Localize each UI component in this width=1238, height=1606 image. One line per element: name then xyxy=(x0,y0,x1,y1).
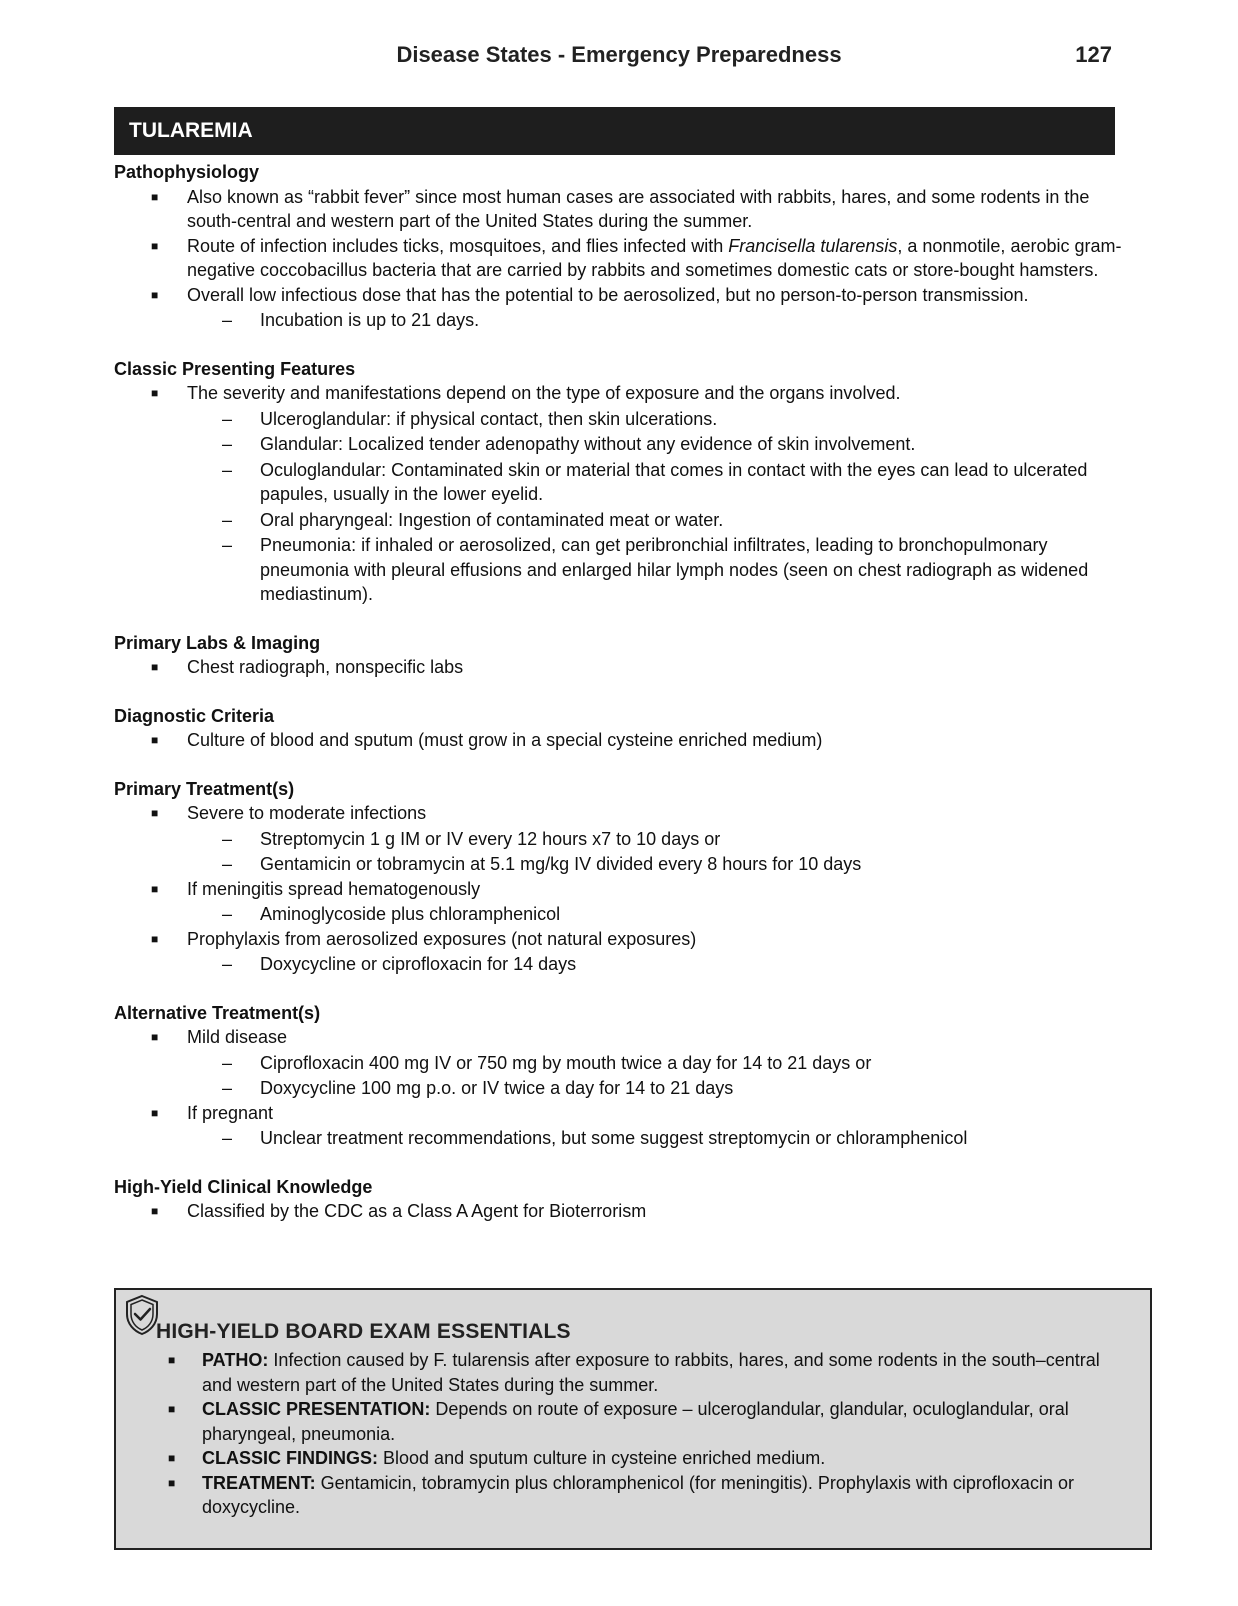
dash-bullet-icon: – xyxy=(222,904,233,924)
dash-bullet-icon: – xyxy=(222,408,233,429)
square-bullet-icon: ■ xyxy=(151,881,159,896)
section-heading: Primary Labs & Imaging xyxy=(114,632,321,653)
list-item-text: Severe to moderate infections xyxy=(187,803,427,823)
list-item xyxy=(151,1101,1124,1151)
main-content xyxy=(114,160,1124,1248)
sub-list-item xyxy=(222,1126,1124,1151)
section-heading: Classic Presenting Features xyxy=(114,358,356,379)
dash-bullet-icon: – xyxy=(222,828,233,849)
square-bullet-icon: ■ xyxy=(151,189,159,204)
sub-list-item xyxy=(222,827,1124,852)
list-item-text: The severity and manifestations depend on the type of exposure and the organs involved. xyxy=(187,383,901,403)
essentials-item xyxy=(168,1446,1120,1471)
sub-item-text: Streptomycin 1 g IM or IV every 12 hours x7 to 10 days or xyxy=(260,828,721,849)
dash-bullet-icon: – xyxy=(222,509,233,530)
square-bullet-icon: ■ xyxy=(151,1030,159,1044)
square-bullet-icon: ■ xyxy=(168,1353,176,1367)
list-item xyxy=(151,283,1124,333)
essentials-item-text: Blood and sputum culture in cysteine enriched medium. xyxy=(378,1448,826,1468)
sub-list-item xyxy=(222,533,1124,607)
square-bullet-icon: ■ xyxy=(151,733,159,747)
sub-item-text: Incubation is up to 21 days. xyxy=(260,310,480,330)
list-item xyxy=(151,728,1124,753)
square-bullet-icon: ■ xyxy=(151,1204,159,1218)
section-heading: Pathophysiology xyxy=(114,162,260,182)
section-primary-labs-imaging xyxy=(114,631,1124,680)
dash-bullet-icon: – xyxy=(222,1128,233,1148)
section-heading: High-Yield Clinical Knowledge xyxy=(114,1176,373,1197)
sub-item-text: Gentamicin or tobramycin at 5.1 mg/kg IV divided every 8 hours for 10 days xyxy=(260,854,862,874)
essentials-item-label: CLASSIC PRESENTATION: xyxy=(202,1399,431,1419)
sub-list xyxy=(187,407,1124,607)
sub-list-item xyxy=(222,308,1124,333)
sub-list-item xyxy=(222,458,1124,507)
square-bullet-icon: ■ xyxy=(151,386,159,400)
dash-bullet-icon: – xyxy=(222,1052,233,1073)
list-item-text: Prophylaxis from aerosolized exposures (not natural exposures) xyxy=(187,928,697,949)
sub-list-item xyxy=(222,407,1124,432)
essentials-list xyxy=(168,1348,1120,1520)
section-classic-presenting-features xyxy=(114,357,1124,607)
square-bullet-icon: ■ xyxy=(168,1402,176,1416)
list-item xyxy=(151,655,1124,680)
section-pathophysiology xyxy=(114,160,1124,333)
section-alternative-treatment xyxy=(114,1001,1124,1151)
sub-list xyxy=(187,827,1124,877)
sub-list-item xyxy=(222,1051,1124,1076)
sub-item-text: Ulceroglandular: if physical contact, then skin ulcerations. xyxy=(260,408,718,429)
page-number: 127 xyxy=(1075,42,1112,67)
sub-list-item xyxy=(222,508,1124,533)
sub-item-text: Doxycycline 100 mg p.o. or IV twice a day for 14 to 21 days xyxy=(260,1078,734,1098)
list-item xyxy=(151,1199,1124,1224)
bullet-list xyxy=(114,801,1124,977)
square-bullet-icon: ■ xyxy=(151,287,159,302)
list-item xyxy=(151,801,1124,877)
dash-bullet-icon: – xyxy=(222,1078,233,1098)
topic-banner: TULAREMIA xyxy=(114,107,1115,155)
essentials-item xyxy=(168,1397,1120,1446)
list-item xyxy=(151,1025,1124,1101)
sub-list xyxy=(187,1051,1124,1101)
list-item xyxy=(151,381,1124,607)
bullet-list xyxy=(114,185,1124,333)
section-diagnostic-criteria xyxy=(114,704,1124,753)
square-bullet-icon: ■ xyxy=(151,806,159,820)
section-heading: Alternative Treatment(s) xyxy=(114,1002,321,1023)
essentials-item-text: Gentamicin, tobramycin plus chloramphenicol (for meningitis). Prophylaxis with ciprofloxacin or doxycycline. xyxy=(202,1472,1074,1517)
sub-list-item xyxy=(222,902,1124,927)
dash-bullet-icon: – xyxy=(222,535,233,555)
list-item-text: If pregnant xyxy=(187,1102,274,1123)
sub-list-item xyxy=(222,952,1124,977)
square-bullet-icon: ■ xyxy=(168,1451,176,1465)
sub-item-text: Aminoglycoside plus chloramphenicol xyxy=(260,904,561,924)
bullet-list xyxy=(114,381,1124,607)
list-item-text: Also known as “rabbit fever” since most human cases are associated with rabbits, hares, and some rodents in the south-central and western part of the United States during the summer. xyxy=(187,186,1090,231)
square-bullet-icon: ■ xyxy=(151,660,159,674)
essentials-item-text: Depends on route of exposure – ulceroglandular, glandular, oculoglandular, oral pharyngeal, pneumonia. xyxy=(202,1399,1069,1444)
sub-item-text: Ciprofloxacin 400 mg IV or 750 mg by mouth twice a day for 14 to 21 days or xyxy=(260,1052,872,1073)
list-item xyxy=(151,927,1124,977)
list-item-text: If meningitis spread hematogenously xyxy=(187,878,481,899)
square-bullet-icon: ■ xyxy=(168,1475,176,1490)
section-high-yield-clinical-knowledge xyxy=(114,1175,1124,1224)
list-item-text: Mild disease xyxy=(187,1027,288,1047)
list-item xyxy=(151,234,1124,283)
sub-item-text: Glandular: Localized tender adenopathy without any evidence of skin involvement. xyxy=(260,434,916,454)
sub-list-item xyxy=(222,852,1124,877)
sub-item-text: Pneumonia: if inhaled or aerosolized, can get peribronchial infiltrates, leading to bronchopulmonary pneumonia with pleural effusions and enlarged hilar lymph nodes (seen on chest radiograph as widened mediastinum). xyxy=(260,535,1089,604)
bullet-list xyxy=(114,1025,1124,1151)
dash-bullet-icon: – xyxy=(222,310,233,330)
essentials-item xyxy=(168,1348,1120,1397)
section-heading: Diagnostic Criteria xyxy=(114,705,275,726)
list-item-text: Route of infection includes ticks, mosquitoes, and flies infected with xyxy=(187,235,729,256)
dash-bullet-icon: – xyxy=(222,954,233,974)
list-item-text: Chest radiograph, nonspecific labs xyxy=(187,657,464,677)
bullet-list xyxy=(114,728,1124,753)
sub-list xyxy=(187,308,1124,333)
section-heading: Primary Treatment(s) xyxy=(114,778,295,799)
essentials-item-label: PATHO: xyxy=(202,1350,269,1370)
list-item-text: , a nonmotile, aerobic gram-negative coccobacillus bacteria that are carried by rabbits and sometimes domestic cats or store-bought hamsters. xyxy=(187,235,1122,280)
sub-list-item xyxy=(222,432,1124,457)
bullet-list xyxy=(114,655,1124,680)
essentials-item xyxy=(168,1471,1120,1520)
list-item-text: Classified by the CDC as a Class A Agent for Bioterrorism xyxy=(187,1201,647,1221)
essentials-item-text: Infection caused by F. tularensis after exposure to rabbits, hares, and some rodents in the south–central and western part of the United States during the summer. xyxy=(202,1350,1100,1395)
square-bullet-icon: ■ xyxy=(151,931,159,946)
organism-name: Francisella tularensis xyxy=(728,235,898,256)
sub-list xyxy=(187,952,1124,977)
dash-bullet-icon: – xyxy=(222,434,233,454)
list-item xyxy=(151,877,1124,927)
essentials-item-label: CLASSIC FINDINGS: xyxy=(202,1448,379,1468)
essentials-item-label: TREATMENT: xyxy=(202,1472,316,1493)
dash-bullet-icon: – xyxy=(222,854,233,874)
sub-list-item xyxy=(222,1076,1124,1101)
list-item-text: Culture of blood and sputum (must grow in a special cysteine enriched medium) xyxy=(187,730,823,750)
sub-list xyxy=(187,902,1124,927)
list-item xyxy=(151,185,1124,234)
page-header xyxy=(0,42,1238,72)
essentials-title: HIGH-YIELD BOARD EXAM ESSENTIALS xyxy=(156,1320,571,1343)
sub-item-text: Oculoglandular: Contaminated skin or material that comes in contact with the eyes can lead to ulcerated papules, usually in the lower eyelid. xyxy=(260,459,1088,504)
square-bullet-icon: ■ xyxy=(151,238,159,253)
sub-item-text: Doxycycline or ciprofloxacin for 14 days xyxy=(260,954,577,974)
square-bullet-icon: ■ xyxy=(151,1105,159,1120)
sub-item-text: Unclear treatment recommendations, but some suggest streptomycin or chloramphenicol xyxy=(260,1128,968,1148)
dash-bullet-icon: – xyxy=(222,459,233,480)
section-primary-treatment xyxy=(114,777,1124,977)
sub-item-text: Oral pharyngeal: Ingestion of contaminated meat or water. xyxy=(260,509,724,530)
running-header-title: Disease States - Emergency Preparedness xyxy=(396,42,842,67)
list-item-text: Overall low infectious dose that has the potential to be aerosolized, but no person-to-person transmission. xyxy=(187,284,1029,305)
board-exam-essentials-box xyxy=(114,1288,1152,1550)
sub-list xyxy=(187,1126,1124,1151)
bullet-list xyxy=(114,1199,1124,1224)
